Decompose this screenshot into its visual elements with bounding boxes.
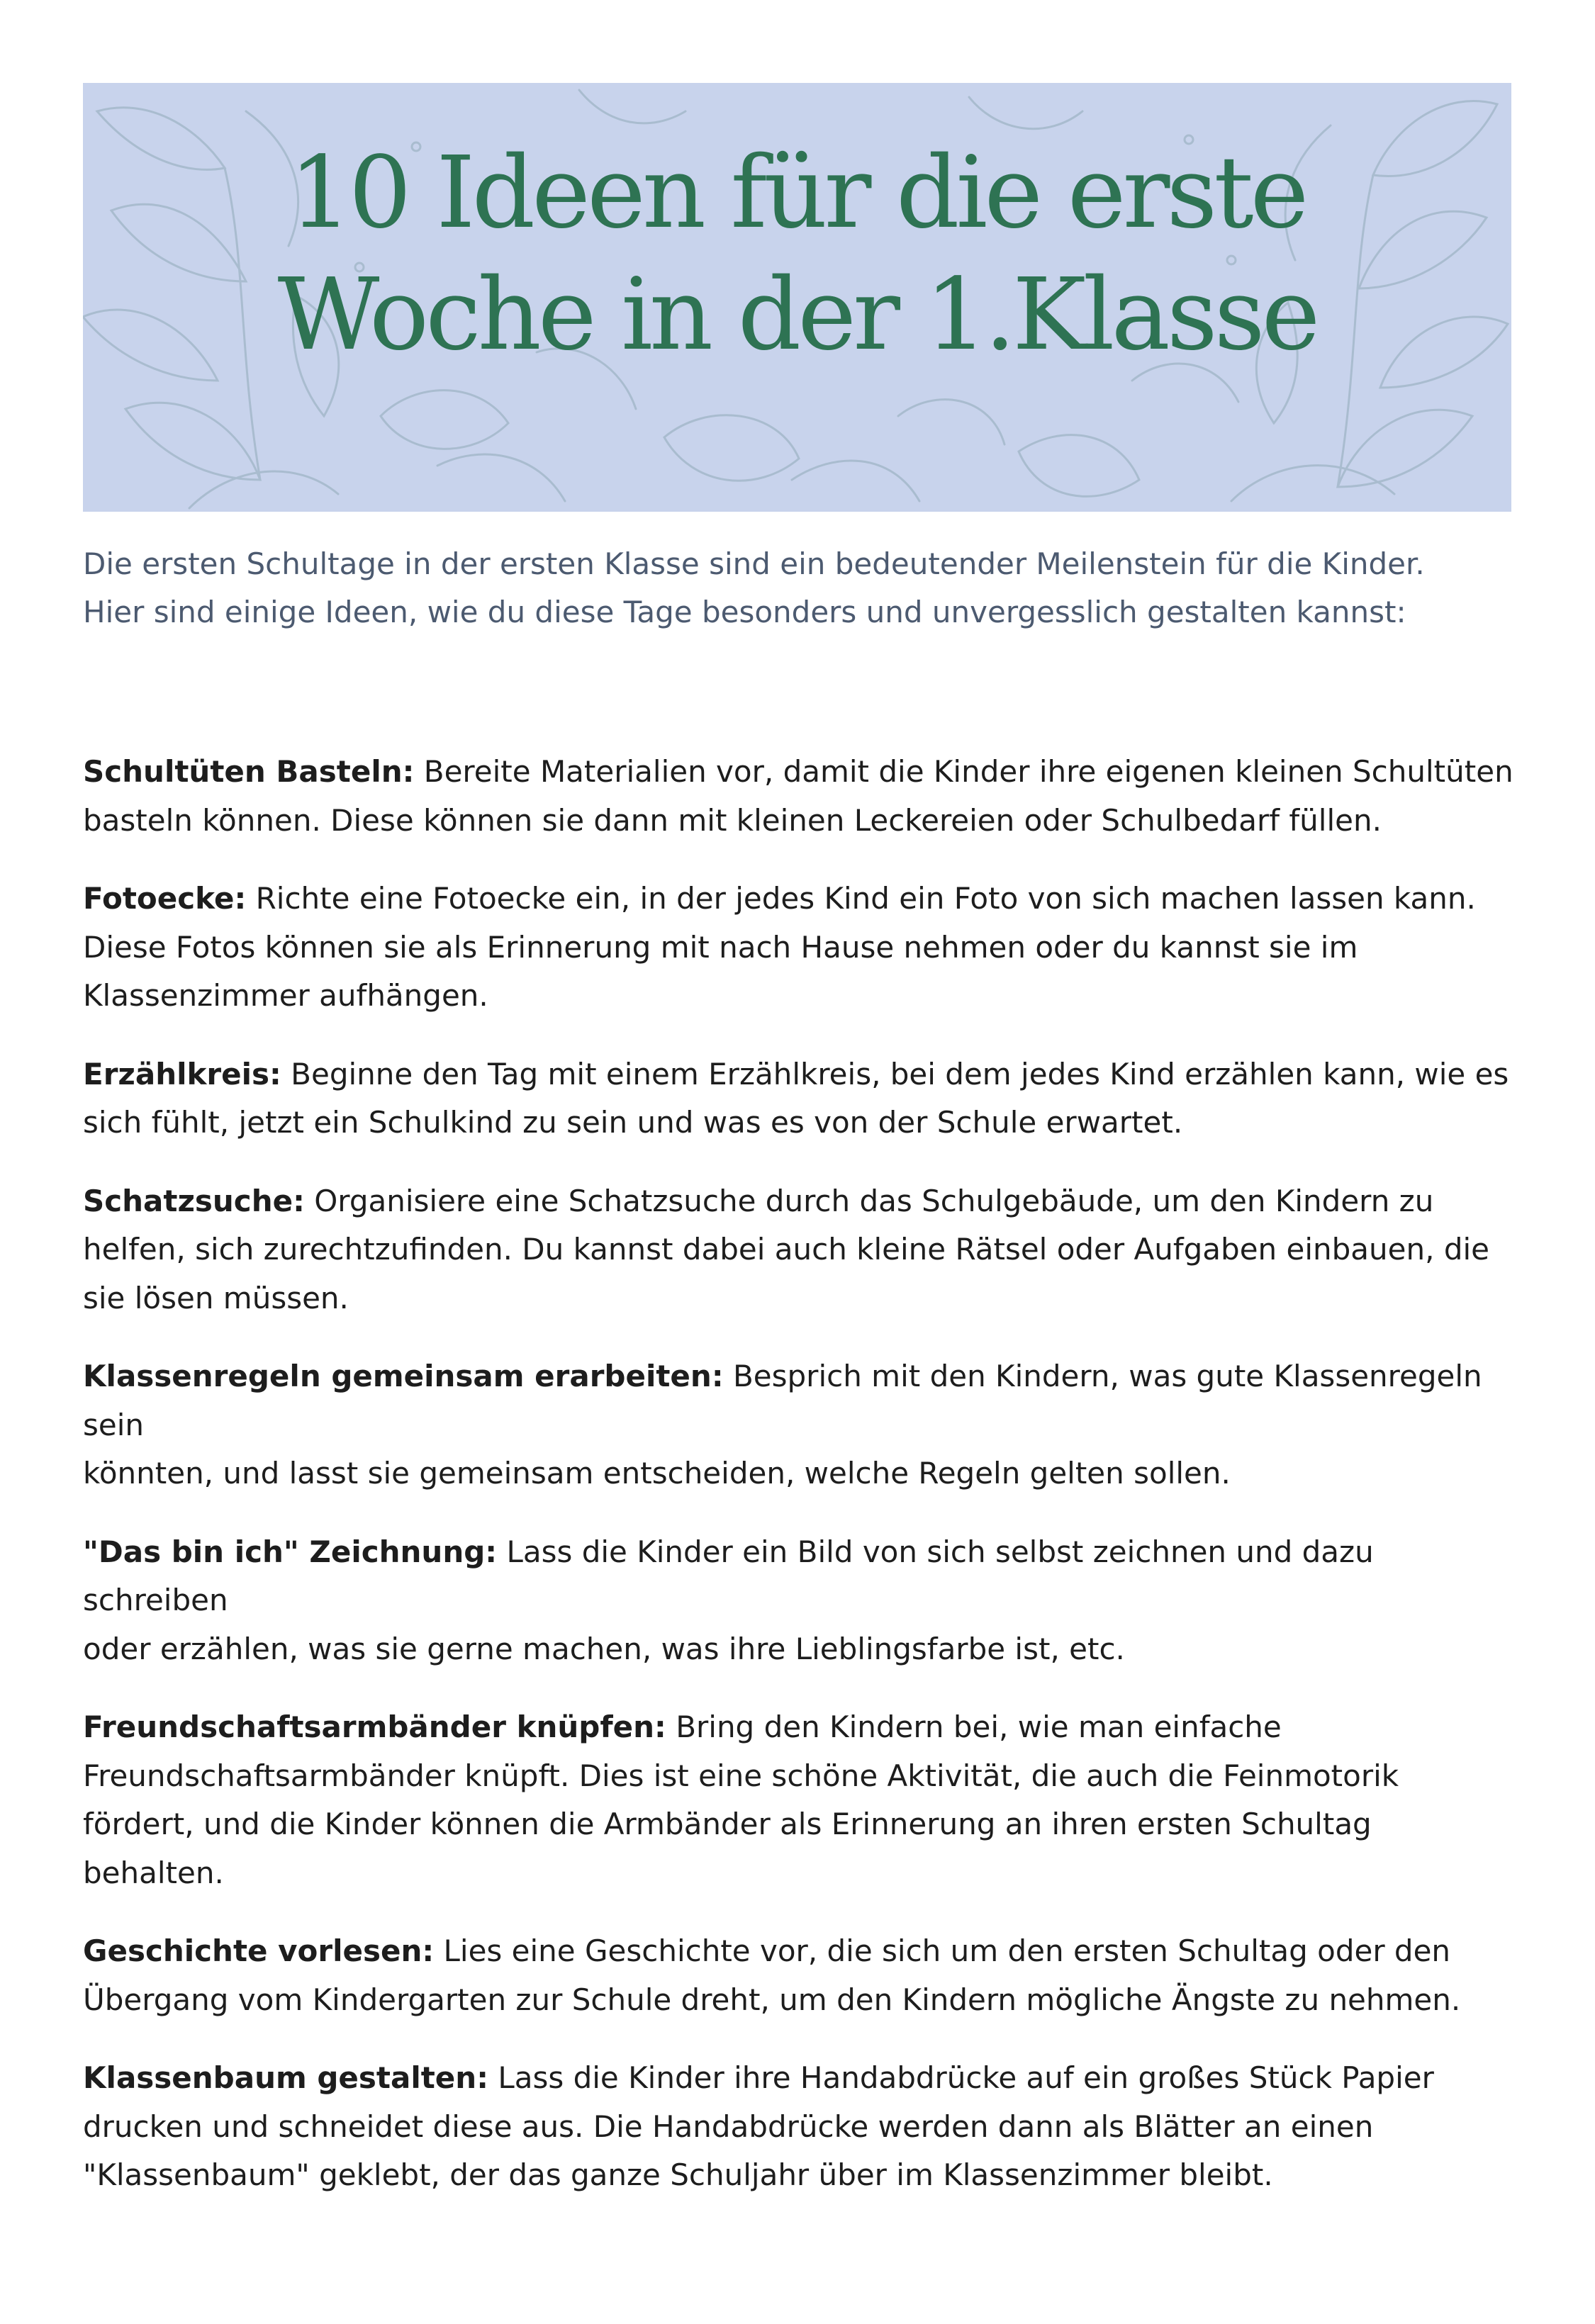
idea-title: Freundschaftsarmbänder knüpfen: — [83, 1710, 666, 1744]
idea-title: Fotoecke: — [83, 881, 247, 916]
idea-text: Lies eine Geschichte vor, die sich um den ersten Schultag oder den — [443, 1933, 1451, 1968]
ideas-list — [83, 748, 1522, 2230]
idea-text: helfen, sich zurechtzufinden. Du kannst dabei auch kleine Rätsel oder Aufgaben einbauen, die — [83, 1232, 1489, 1267]
idea-title: Erzählkreis: — [83, 1056, 281, 1091]
idea-text: Diese Fotos können sie als Erinnerung mit nach Hause nehmen oder du kannst sie im — [83, 929, 1358, 965]
idea-klassenregeln — [83, 1352, 1522, 1498]
idea-text: Richte eine Fotoecke ein, in der jedes Kind ein Foto von sich machen lassen kann. — [255, 881, 1476, 916]
idea-text: "Klassenbaum" geklebt, der das ganze Schuljahr über im Klassenzimmer bleibt. — [83, 2157, 1273, 2192]
idea-fotoecke — [83, 875, 1522, 1021]
idea-text: Bereite Materialien vor, damit die Kinder ihre eigenen kleinen Schultüten — [423, 754, 1513, 789]
idea-text: Freundschaftsarmbänder knüpft. Dies ist eine schöne Aktivität, die auch die Feinmotorik — [83, 1758, 1399, 1793]
idea-title: "Das bin ich" Zeichnung: — [83, 1534, 498, 1569]
idea-text: Lass die Kinder ein Bild von sich selbst zeichnen und dazu schreiben — [83, 1534, 1384, 1617]
idea-title: Klassenbaum gestalten: — [83, 2060, 488, 2095]
idea-text: Beginne den Tag mit einem Erzählkreis, bei dem jedes Kind erzählen kann, wie es — [291, 1056, 1509, 1091]
idea-title: Klassenregeln gemeinsam erarbeiten: — [83, 1359, 724, 1393]
idea-text: Klassenzimmer aufhängen. — [83, 978, 488, 1013]
idea-text: Übergang vom Kindergarten zur Schule dreht, um den Kindern mögliche Ängste zu nehmen. — [83, 1982, 1461, 2017]
title-line-1: 10 Ideen für die erste — [289, 135, 1306, 251]
idea-text: Organisiere eine Schatzsuche durch das Schulgebäude, um den Kindern zu — [314, 1183, 1434, 1218]
idea-erzaehlkreis — [83, 1050, 1522, 1147]
idea-text: behalten. — [83, 1855, 224, 1890]
idea-schultueten-basteln — [83, 748, 1522, 845]
header-banner — [83, 83, 1511, 512]
intro-line-1: Die ersten Schultage in der ersten Klasse sind ein bedeutender Meilenstein für die Kinder. — [83, 546, 1425, 581]
idea-text: sie lösen müssen. — [83, 1280, 349, 1315]
idea-title: Geschichte vorlesen: — [83, 1933, 435, 1968]
idea-text: drucken und schneidet diese aus. Die Handabdrücke werden dann als Blätter an einen — [83, 2109, 1374, 2144]
idea-freundschaftsarmbaender — [83, 1703, 1522, 1897]
idea-klassenbaum — [83, 2054, 1522, 2200]
intro-paragraph — [83, 540, 1511, 636]
idea-schatzsuche — [83, 1177, 1522, 1323]
idea-title: Schatzsuche: — [83, 1183, 305, 1218]
idea-text: oder erzählen, was sie gerne machen, was ihre Lieblingsfarbe ist, etc. — [83, 1631, 1125, 1666]
idea-geschichte-vorlesen — [83, 1927, 1522, 2024]
idea-text: könnten, und lasst sie gemeinsam entscheiden, welche Regeln gelten sollen. — [83, 1456, 1231, 1491]
idea-text: fördert, und die Kinder können die Armbänder als Erinnerung an ihren ersten Schultag — [83, 1807, 1372, 1841]
idea-text: sich fühlt, jetzt ein Schulkind zu sein und was es von der Schule erwartet. — [83, 1105, 1183, 1140]
idea-text: Besprich mit den Kindern, was gute Klassenregeln sein — [83, 1359, 1492, 1442]
idea-text: Lass die Kinder ihre Handabdrücke auf ein großes Stück Papier — [498, 2060, 1434, 2095]
page-title — [83, 133, 1511, 376]
idea-title: Schultüten Basteln: — [83, 754, 415, 789]
title-line-2: Woche in der 1.Klasse — [277, 257, 1317, 373]
idea-das-bin-ich-zeichnung — [83, 1528, 1522, 1674]
intro-line-2: Hier sind einige Ideen, wie du diese Tage besonders und unvergesslich gestalten kannst: — [83, 595, 1406, 629]
idea-text: basteln können. Diese können sie dann mit kleinen Leckereien oder Schulbedarf füllen. — [83, 802, 1382, 838]
idea-text: Bring den Kindern bei, wie man einfache — [676, 1710, 1282, 1744]
